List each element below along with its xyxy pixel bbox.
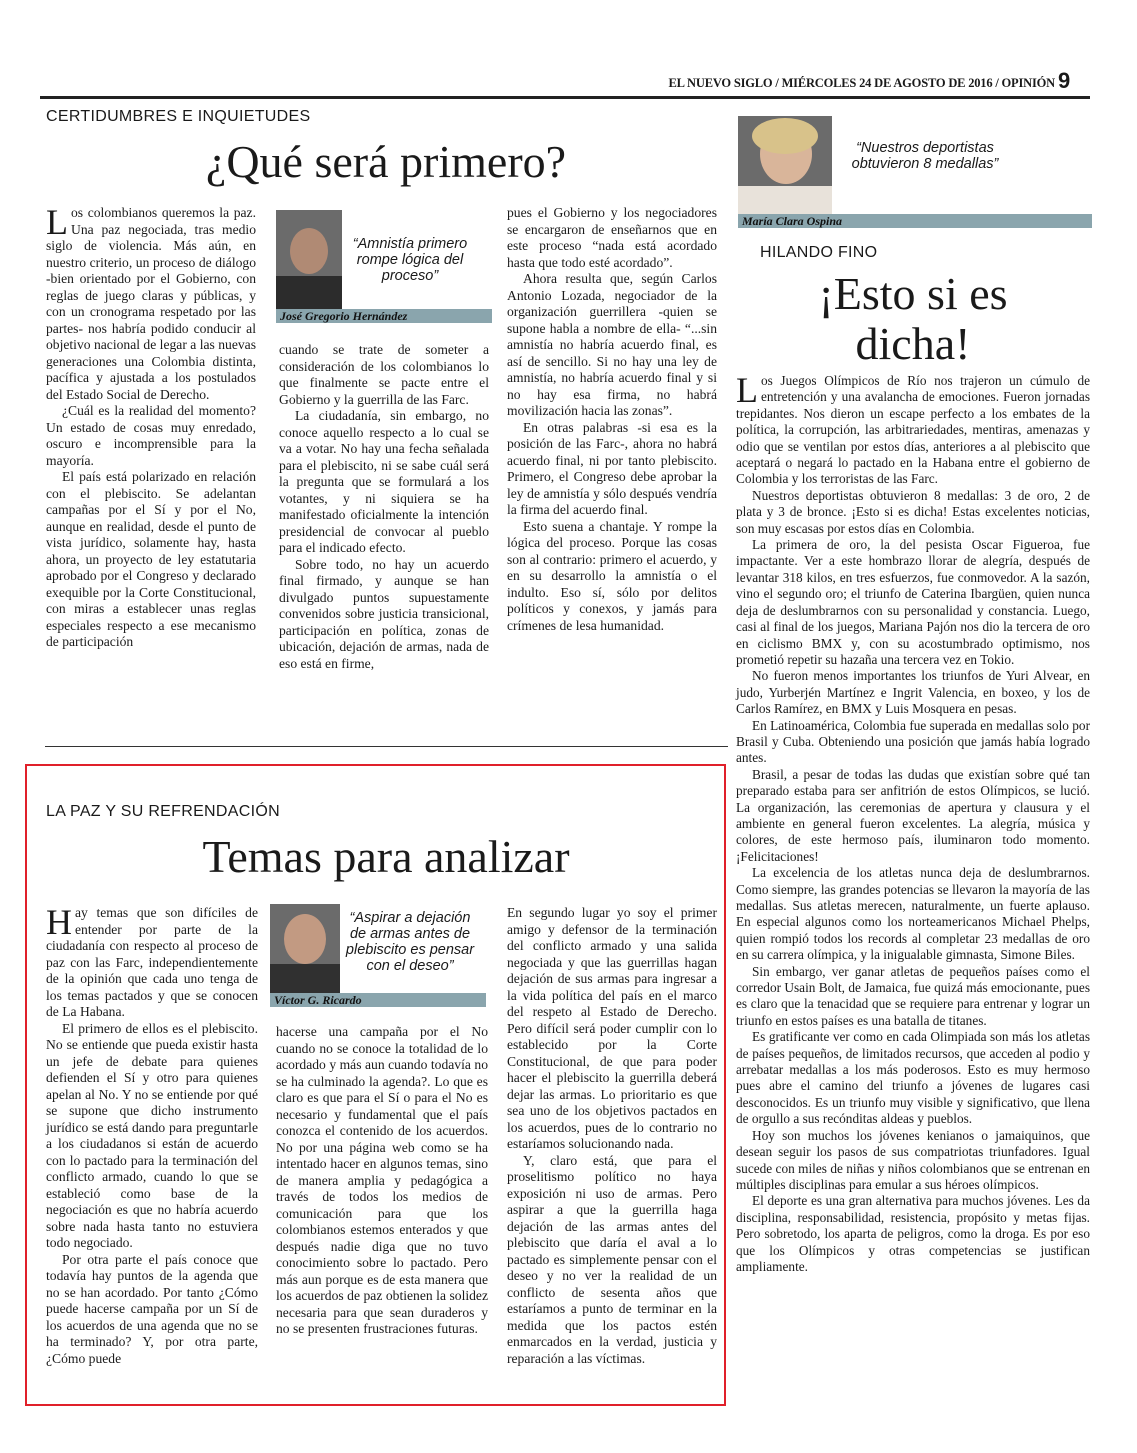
article2-kicker: LA PAZ Y SU REFRENDACIÓN: [46, 803, 280, 820]
article3-headline-line-1: ¡Esto si es: [818, 268, 1008, 319]
paragraph: La primera de oro, la del pesista Oscar Figueroa, fue impactante. Ver a este hombrazo llorar de alegría, después de levantar 318 kilos, en tres esfuerzos, fue conmovedor. A la sazón, vino el segundo oro; el triunfo de Caterina Ibargüen, quien nunca deja de deslumbrarnos con su personalidad y constancia. Luego, casi al final de los juegos, Mariana Pajón nos dio la tercera de oro en ciclismo BMX y, con su acostumbrado optimismo, nos prometió repetir su hazaña una tercera vez en Tokio.: [736, 537, 1090, 667]
paragraph: [46, 202, 256, 403]
paragraph: Hoy son muchos los jóvenes kenianos o jamaiquinos, que desean seguir los pasos de sus compatriotas triunfadores. Igual sucede con miles de niñas y niños colombianos que se entrenan en múltiples disciplinas para emular a sus héroes olímpicos.: [736, 1127, 1090, 1192]
paragraph-text: ay temas que son difíciles de entender por parte de la ciudadanía con respecto al proceso de paz con las Farc, independientemente de la opinión que cada uno tenga de los temas pactados y que se conocen de La Habana.: [46, 905, 258, 1019]
article3-pullquote: “Nuestros deportistas obtuvieron 8 medallas”: [851, 140, 999, 172]
paragraph: Brasil, a pesar de todas las dudas que existían sobre qué tan preparado estaba para ser anfitrión de estos Olímpicos, se lució. La organización, las ceremonias de apertura y clausura y el ambiente en general fueron excelentes. La alegría, música y colores, de este hermoso país, iluminaron todo momento. ¡Felicitaciones!: [736, 766, 1090, 864]
paragraph: cuando se trate de someter a consideración de los colombianos lo que finalmente se pacte entre el Gobierno y la guerrilla de las Farc.: [279, 342, 489, 407]
article3-body: [736, 370, 1090, 1275]
article2-column-1: [46, 902, 258, 1367]
masthead: EL NUEVO SIGLO / MIÉRCOLES 24 DE AGOSTO DE 2016 / OPINIÓN: [668, 76, 1055, 90]
paragraph: En segundo lugar yo soy el primer amigo y defensor de la terminación del conflicto armado y una salida negociada y que las guerrillas hagan dejación de sus armas para ingresar a la vida política del país en el marco del respeto al Estado de Derecho. Pero difícil será poder cumplir con lo establecido por la Corte Constitucional, de que para poder hacer el plebiscito la guerrilla deberá dejar las armas. Lo prioritario es que sea uno de los objetivos pactados en los acuerdos, pues de lo contrario no estaríamos solucionando nada.: [507, 905, 717, 1151]
article3-kicker: HILANDO FINO: [760, 244, 878, 261]
article3-author-name: María Clara Ospina: [738, 214, 1092, 228]
paragraph: [46, 902, 258, 1021]
article1-pullquote: “Amnistía primero rompe lógica del proceso”: [352, 236, 468, 284]
paragraph: Y, claro está, que para el proselitismo político no haya exposición ni uso de armas. Pero aspirar a que la guerrilla haga dejación de las armas antes del plebiscito que daría el aval a lo pactado es simplemente pensar con el deseo y no ver la realidad de un conflicto de sesenta años que estaríamos a punto de terminar en la medida que los pactos estén enmarcados en la verdad, justicia y reparación a las víctimas.: [507, 1152, 717, 1366]
paragraph: [736, 370, 1090, 488]
paragraph: El país está polarizado en relación con el plebiscito. Se adelantan campañas por el Sí y por el No, aunque en realidad, desde el punto de vista jurídico, solamente hay, hasta ahora, un proyecto de ley estatutaria aprobado por el Congreso y declarado exequible por la Corte Constitucional, con miras a establecer unas reglas especiales respecto a ese mecanismo de participación: [46, 469, 256, 649]
drop-cap: L: [46, 202, 68, 242]
paragraph: pues el Gobierno y los negociadores se encargaron de enseñarnos que en este proceso “nada está acordado hasta que todo esté acordado”.: [507, 205, 717, 270]
paragraph: Por otra parte el país conoce que todavía hay puntos de la agenda que no se han acordado. Por tanto ¿Cómo puede hacerse campaña por un Sí de los acuerdos de una agenda que no se ha terminado? Y, por otra parte, ¿Cómo puede: [46, 1251, 258, 1366]
article2-column-3: [507, 905, 717, 1367]
article1-column-2: [279, 342, 489, 672]
section-rule: [45, 746, 728, 747]
paragraph: El deporte es una gran alternativa para muchos jóvenes. Les da disciplina, responsabilidad, resistencia, propósito y metas fijas. Pero sobretodo, los aparta de peligros, como la droga. Es por eso que los Olímpicos y otras competencias se justifican ampliamente.: [736, 1193, 1090, 1274]
author-photo-ricardo: [270, 904, 340, 996]
paragraph: hacerse una campaña por el No cuando no se conoce la totalidad de lo acordado y más aun cuando todavía no se ha culminado la agenda?. Lo que es claro es que para el Sí o para el No es necesario y fundamental que el país conozca el contenido de los acuerdos. No por una página web como se ha intentado hacer en algunos temas, sino de manera amplia y pedagógica a través de todos los medios de comunicación para que los colombianos estemos enterados y que después nadie diga que no tuvo conocimiento sobre lo pactado. Pero más aun porque es de esta manera que los acuerdos de paz obtienen la solidez necesaria para que sean duraderos y no se presenten frustraciones futuras.: [276, 1024, 488, 1336]
article2-headline: Temas para analizar: [202, 831, 570, 882]
paragraph: Nuestros deportistas obtuvieron 8 medallas: 3 de oro, 2 de plata y 3 de bronce. ¡Esto si es dicha! Estas excelentes noticias, son muy escasas por estos días en Colombia.: [736, 487, 1090, 536]
top-rule: [40, 96, 1090, 99]
article1-column-3: [507, 205, 717, 634]
paragraph: En otras palabras -si esa es la posición de las Farc-, ahora no habrá acuerdo final, ni por tanto plebiscito. Primero, el Congreso debe aprobar la ley de amnistía y sólo después vendría la firma del acuerdo final.: [507, 419, 717, 517]
paragraph-text: os Juegos Olímpicos de Río nos trajeron un cúmulo de entretención y una avalancha de emociones. Fueron jornadas trepidantes. Nos dieron un escape perfecto a los embates de la política, la corrupción, las arbitrariedades, mentiras, amenazas y odio que se ventilan por estos días, anteriores a al plebiscito que aceptará o negará lo pactado en la Habana entre el gobierno de Colombia y los terroristas de las Farc.: [736, 373, 1090, 487]
page-number: 9: [1058, 68, 1071, 93]
article1-headline: ¿Qué será primero?: [205, 136, 567, 187]
paragraph: Ahora resulta que, según Carlos Antonio Lozada, negociador de la organización guerrillera -quien se supone habla a nombre de ella- “...sin amnistía no habría acuerdo final, es así de sencillo. Si no hay una ley de amnistía, no habría acuerdo final y si no hay esa firma, no habrá movilización hacia las zonas”.: [507, 271, 717, 418]
author-photo-ospina: [738, 116, 832, 216]
paragraph-text: os colombianos queremos la paz. Una paz negociada, tras medio siglo de violencia. Más aún, en nuestro criterio, un proceso de diálogo -bien orientado por el Gobierno, con reglas de juego claras y públicas, y con un cronograma respetado por las partes- nos habría podido conducir al objetivo nacional de legar a las nuevas generaciones una Colombia distinta, pacífica y ajustada a los postulados del Estado Social de Derecho.: [46, 205, 256, 402]
paragraph: Es gratificante ver como en cada Olimpiada son más los atletas de países pequeños, de limitados recursos, que acceden al podio y arrebatar medallas a los más poderosos. Esto es muy hermoso pues abre el camino del triunfo a jóvenes de lugares casi desconocidos. Es un triunfo muy visible y significativo, que llena de orgullo a sus recónditas aldeas y pueblos.: [736, 1029, 1090, 1127]
article1-kicker: CERTIDUMBRES E INQUIETUDES: [46, 108, 311, 125]
article2-column-2: [276, 1024, 488, 1338]
article1-author-name: José Gregorio Hernández: [276, 309, 492, 323]
author-photo-hernandez: [276, 210, 342, 310]
paragraph: El primero de ellos es el plebiscito. No se entiende que pueda existir hasta un jefe de debate para quienes defienden el Sí y otro para quienes apelan al No. Y no se entiende por qué se supone que dicho instrumento jurídico se está dando para preguntarle a los ciudadanos si están de acuerdo con lo pactado para la terminación del conflicto armado, cuando lo que se estableció como base de la negociación es que no habría acuerdo sobre nada hasta tanto no estuviera todo negociado.: [46, 1020, 258, 1250]
paragraph: Sin embargo, ver ganar atletas de pequeños países como el corredor Usain Bolt, de Jamaica, fue quizá más emocionante, pues es claro que la tenacidad que se requiere para entrenar y lograr un triunfo en estos países es una batalla de titanes.: [736, 963, 1090, 1028]
paragraph: En Latinoamérica, Colombia fue superada en medallas solo por Brasil y Cuba. Obteniendo una posición que jamás había logrado antes.: [736, 717, 1090, 766]
paragraph: Sobre todo, no hay un acuerdo final firmado, y aunque se han divulgado puntos supuestamente convenidos sobre justicia transicional, participación en política, zonas de ubicación, dejación de armas, nada de eso está en firme,: [279, 556, 489, 671]
drop-cap: H: [46, 902, 72, 942]
drop-cap: L: [736, 370, 758, 410]
paragraph: La excelencia de los atletas nunca deja de deslumbrarnos. Como siempre, las grandes potencias se llevaron la mayoría de las medallas. Sus atletas merecen, naturalmente, un fuerte aplauso. En especial algunos como los norteamericanos Michael Phelps, quien rompió todos los records al completar 23 medallas de oro en su carrera olímpica, y la inigualable gimnasta, Simone Biles.: [736, 865, 1090, 963]
article2-author-name: Víctor G. Ricardo: [270, 993, 486, 1007]
paragraph: No fueron menos importantes los triunfos de Yuri Alvear, en judo, Yurberjén Martínez e Ingrit Valencia, en boxeo, y los de Carlos Ramírez, en BMX y Luis Mosquera en pesas.: [736, 668, 1090, 717]
article3-headline-line-2: dicha!: [855, 318, 971, 369]
article1-column-1: [46, 202, 256, 651]
paragraph: La ciudadanía, sin embargo, no conoce aquello respecto a lo cual se va a votar. No hay una fecha señalada para el plebiscito, ni se sabe cuál será la pregunta que se formulará a los votantes, y ni siquiera se ha manifestado oficialmente la intención presidencial de convocar al pueblo para el indicado efecto.: [279, 408, 489, 555]
article2-pullquote: “Aspirar a dejación de armas antes de plebiscito es pensar con el deseo”: [345, 910, 475, 974]
paragraph: Esto suena a chantaje. Y rompe la lógica del proceso. Porque las cosas son al contrario: primero el acuerdo, y en su desarrollo la amnistía o el indulto. Eso sí, sólo por delitos políticos y conexos, y jamás para crímenes de lesa humanidad.: [507, 518, 717, 633]
paragraph: ¿Cuál es la realidad del momento? Un estado de cosas muy enredado, oscuro e incomprensible para la mayoría.: [46, 403, 256, 468]
